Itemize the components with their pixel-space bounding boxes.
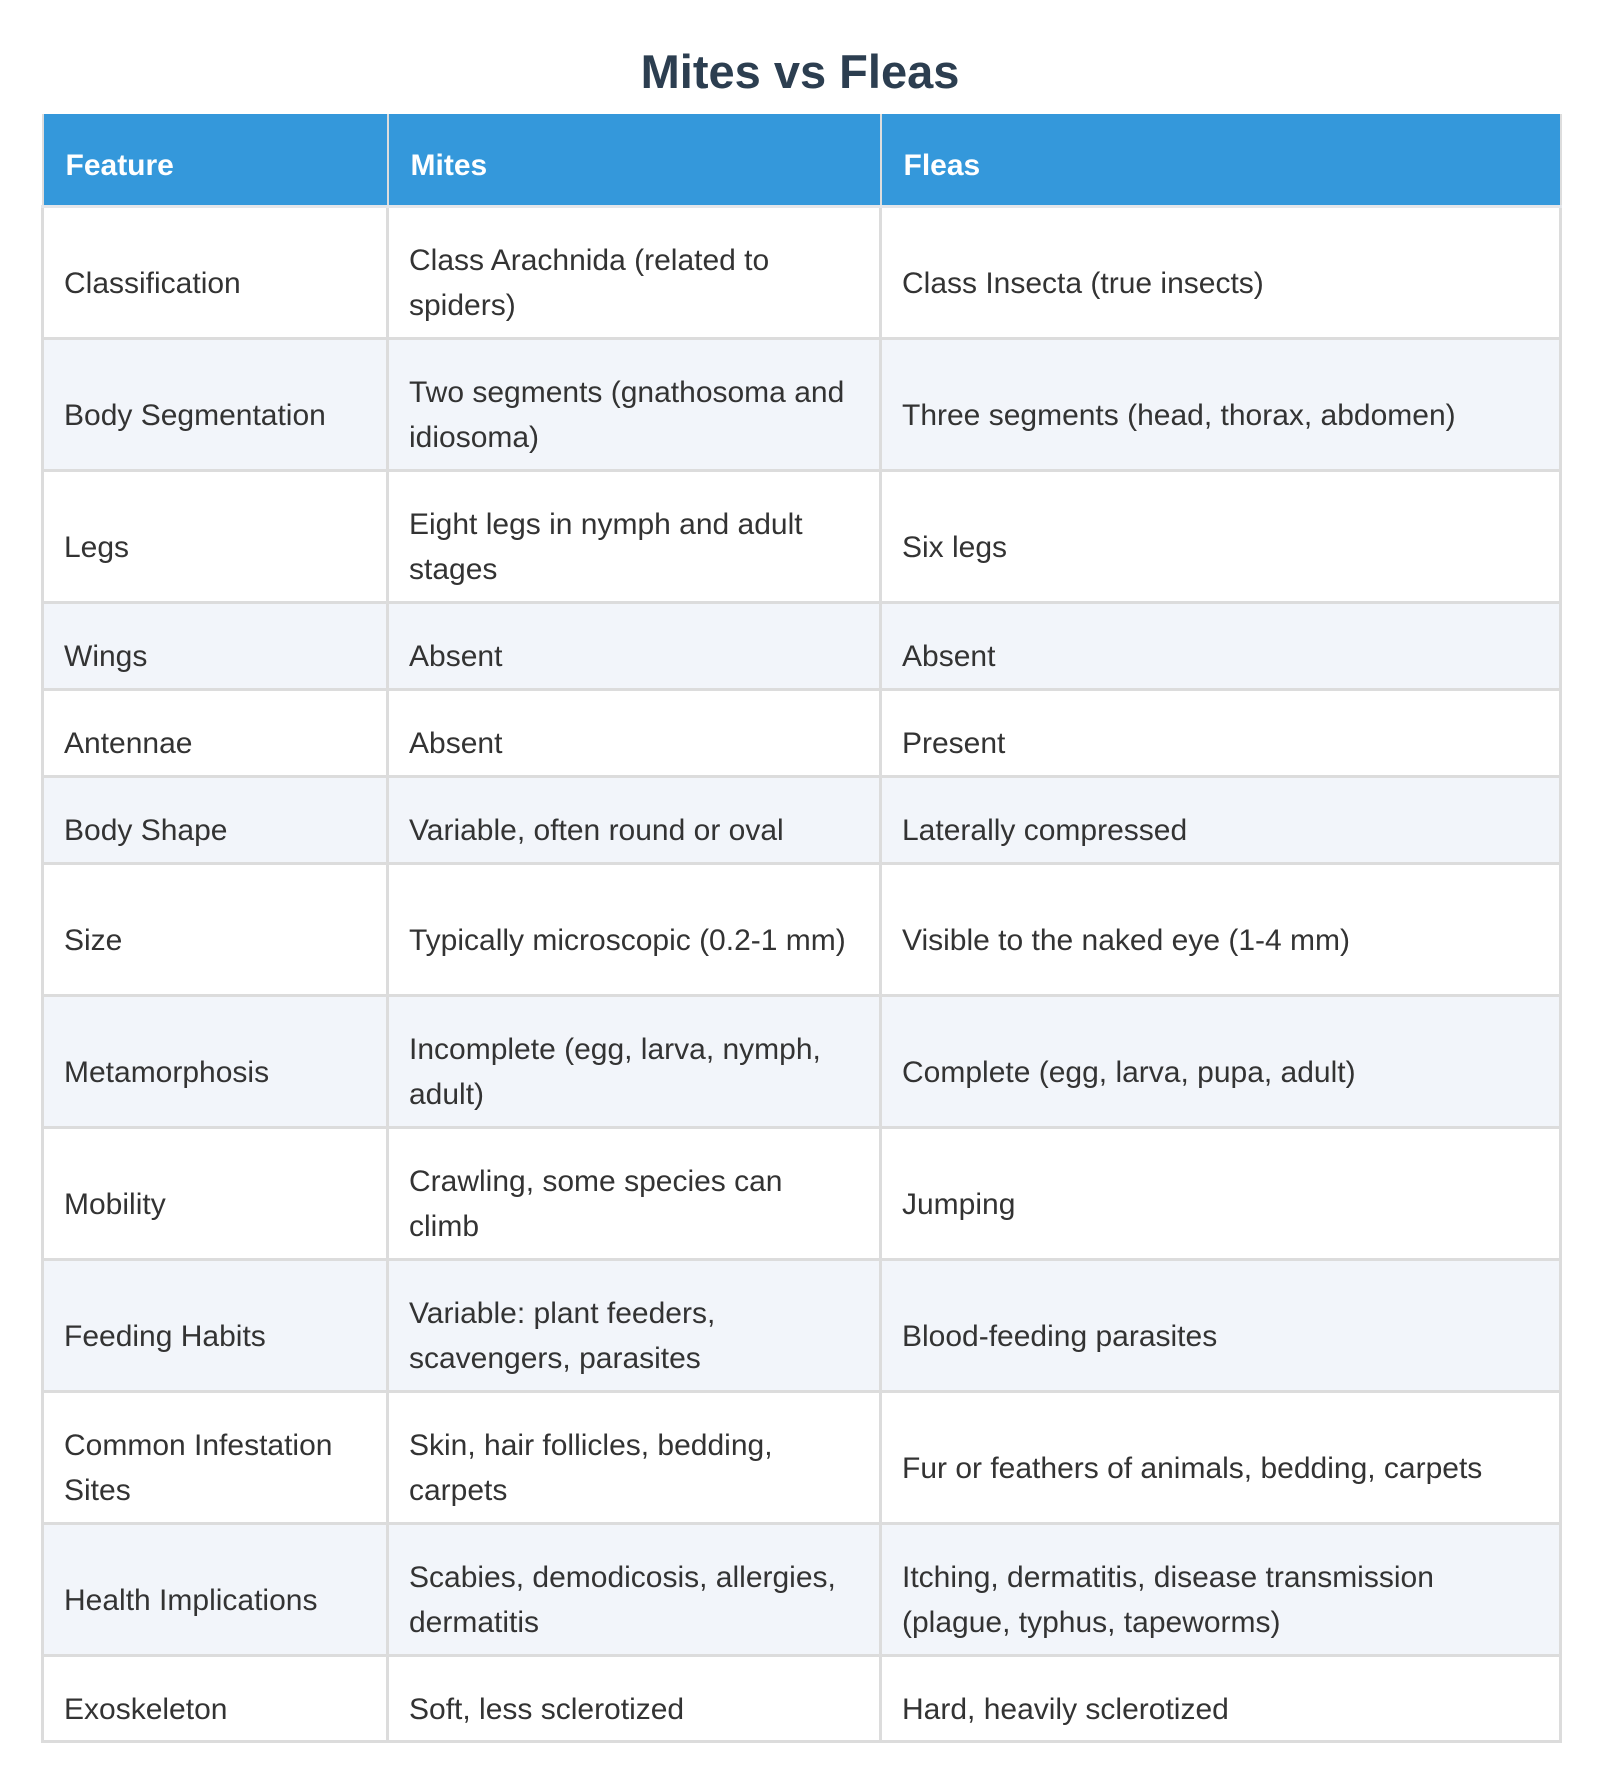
- mites-cell: Incomplete (egg, larva, nymph, adult): [388, 995, 881, 1127]
- table-row: [43, 1655, 1561, 1741]
- table-row: [43, 470, 1561, 602]
- fleas-cell: Absent: [881, 602, 1561, 689]
- fleas-cell: Three segments (head, thorax, abdomen): [881, 338, 1561, 470]
- feature-cell: Classification: [43, 206, 388, 338]
- mites-cell: Absent: [388, 602, 881, 689]
- table-row: [43, 206, 1561, 338]
- fleas-cell: Laterally compressed: [881, 776, 1561, 863]
- table-row: [43, 776, 1561, 863]
- feature-cell: Body Segmentation: [43, 338, 388, 470]
- mites-cell: Crawling, some species can climb: [388, 1127, 881, 1259]
- mites-cell: Two segments (gnathosoma and idiosoma): [388, 338, 881, 470]
- mites-cell: Variable, often round or oval: [388, 776, 881, 863]
- mites-cell: Typically microscopic (0.2-1 mm): [388, 863, 881, 995]
- feature-cell: Health Implications: [43, 1523, 388, 1655]
- feature-cell: Wings: [43, 602, 388, 689]
- page-title: Mites vs Fleas: [640, 45, 960, 98]
- fleas-cell: Six legs: [881, 470, 1561, 602]
- feature-cell: Exoskeleton: [43, 1655, 388, 1741]
- table-row: [43, 863, 1561, 995]
- feature-cell: Mobility: [43, 1127, 388, 1259]
- table-row: [43, 1391, 1561, 1523]
- mites-cell: Soft, less sclerotized: [388, 1655, 881, 1741]
- feature-cell: Metamorphosis: [43, 995, 388, 1127]
- feature-cell: Body Shape: [43, 776, 388, 863]
- table-row: [43, 602, 1561, 689]
- feature-cell: Antennae: [43, 689, 388, 776]
- table-row: [43, 1523, 1561, 1655]
- table-row: [43, 1127, 1561, 1259]
- fleas-cell: Itching, dermatitis, disease transmission (plague, typhus, tapeworms): [881, 1523, 1561, 1655]
- table-row: [43, 689, 1561, 776]
- fleas-cell: Jumping: [881, 1127, 1561, 1259]
- table-row: [43, 995, 1561, 1127]
- mites-cell: Scabies, demodicosis, allergies, dermatitis: [388, 1523, 881, 1655]
- mites-cell: Class Arachnida (related to spiders): [388, 206, 881, 338]
- mites-cell: Skin, hair follicles, bedding, carpets: [388, 1391, 881, 1523]
- fleas-cell: Hard, heavily sclerotized: [881, 1655, 1561, 1741]
- table-row: [43, 1259, 1561, 1391]
- table-header-row: [43, 114, 1561, 206]
- mites-cell: Variable: plant feeders, scavengers, parasites: [388, 1259, 881, 1391]
- comparison-table: [41, 114, 1562, 1743]
- fleas-cell: Class Insecta (true insects): [881, 206, 1561, 338]
- fleas-cell: Blood-feeding parasites: [881, 1259, 1561, 1391]
- table-row: [43, 338, 1561, 470]
- column-header-mites: Mites: [388, 114, 881, 206]
- column-header-fleas: Fleas: [881, 114, 1561, 206]
- fleas-cell: Fur or feathers of animals, bedding, carpets: [881, 1391, 1561, 1523]
- feature-cell: Common Infestation Sites: [43, 1391, 388, 1523]
- fleas-cell: Present: [881, 689, 1561, 776]
- fleas-cell: Complete (egg, larva, pupa, adult): [881, 995, 1561, 1127]
- feature-cell: Size: [43, 863, 388, 995]
- mites-cell: Eight legs in nymph and adult stages: [388, 470, 881, 602]
- feature-cell: Legs: [43, 470, 388, 602]
- column-header-feature: Feature: [43, 114, 388, 206]
- fleas-cell: Visible to the naked eye (1-4 mm): [881, 863, 1561, 995]
- feature-cell: Feeding Habits: [43, 1259, 388, 1391]
- mites-cell: Absent: [388, 689, 881, 776]
